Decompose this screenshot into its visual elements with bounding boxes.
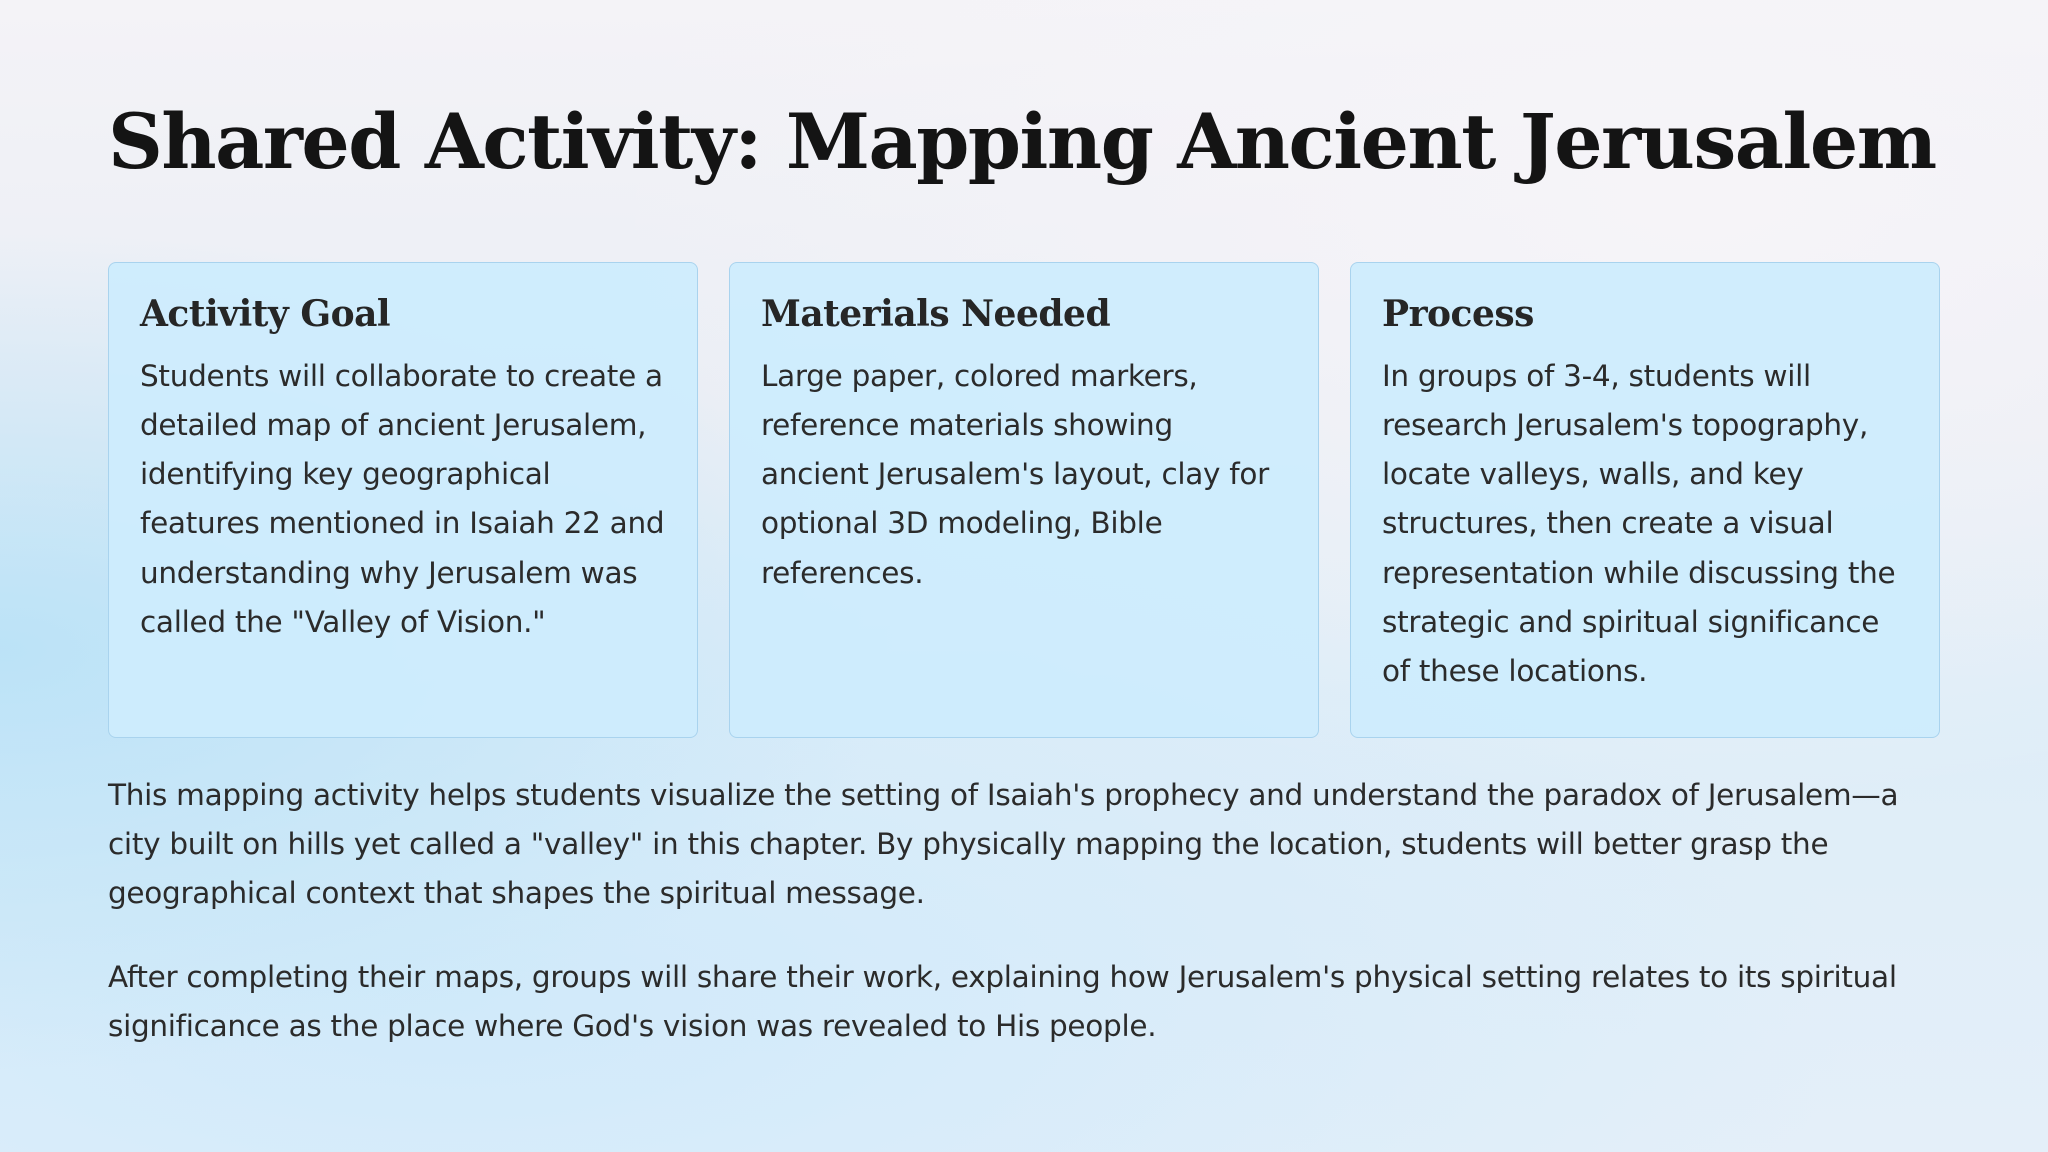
summary-paragraph: After completing their maps, groups will share their work, explaining how Jerusalem's physical setting relates to its spiritual significance as the place where God's vision was revealed to His people. — [108, 959, 1897, 1043]
card-process — [1350, 262, 1940, 738]
card-body: In groups of 3-4, students will research Jerusalem's topography, locate valleys, walls, and key structures, then create a visual representation while discussing the strategic and spiritual significance of these locations. — [1382, 358, 1896, 689]
card-body: Students will collaborate to create a detailed map of ancient Jerusalem, identifying key geographical features mentioned in Isaiah 22 and understanding why Jerusalem was called the "Valley of Vision." — [140, 358, 665, 639]
card-activity-goal — [108, 262, 698, 738]
card-row — [108, 262, 1940, 738]
summary-section — [108, 771, 1958, 1085]
card-body: Large paper, colored markers, reference materials showing ancient Jerusalem's layout, clay for optional 3D modeling, Bible references. — [761, 358, 1269, 590]
card-materials-needed — [729, 262, 1319, 738]
page-title: Shared Activity: Mapping Ancient Jerusalem — [108, 97, 1936, 186]
card-heading: Materials Needed — [761, 293, 1111, 335]
card-heading: Activity Goal — [140, 293, 391, 335]
card-heading: Process — [1382, 293, 1534, 335]
summary-paragraph: This mapping activity helps students visualize the setting of Isaiah's prophecy and understand the paradox of Jerusalem—a city built on hills yet called a "valley" in this chapter. By physically mapping the location, students will better grasp the geographical context that shapes the spiritual message. — [108, 778, 1899, 911]
